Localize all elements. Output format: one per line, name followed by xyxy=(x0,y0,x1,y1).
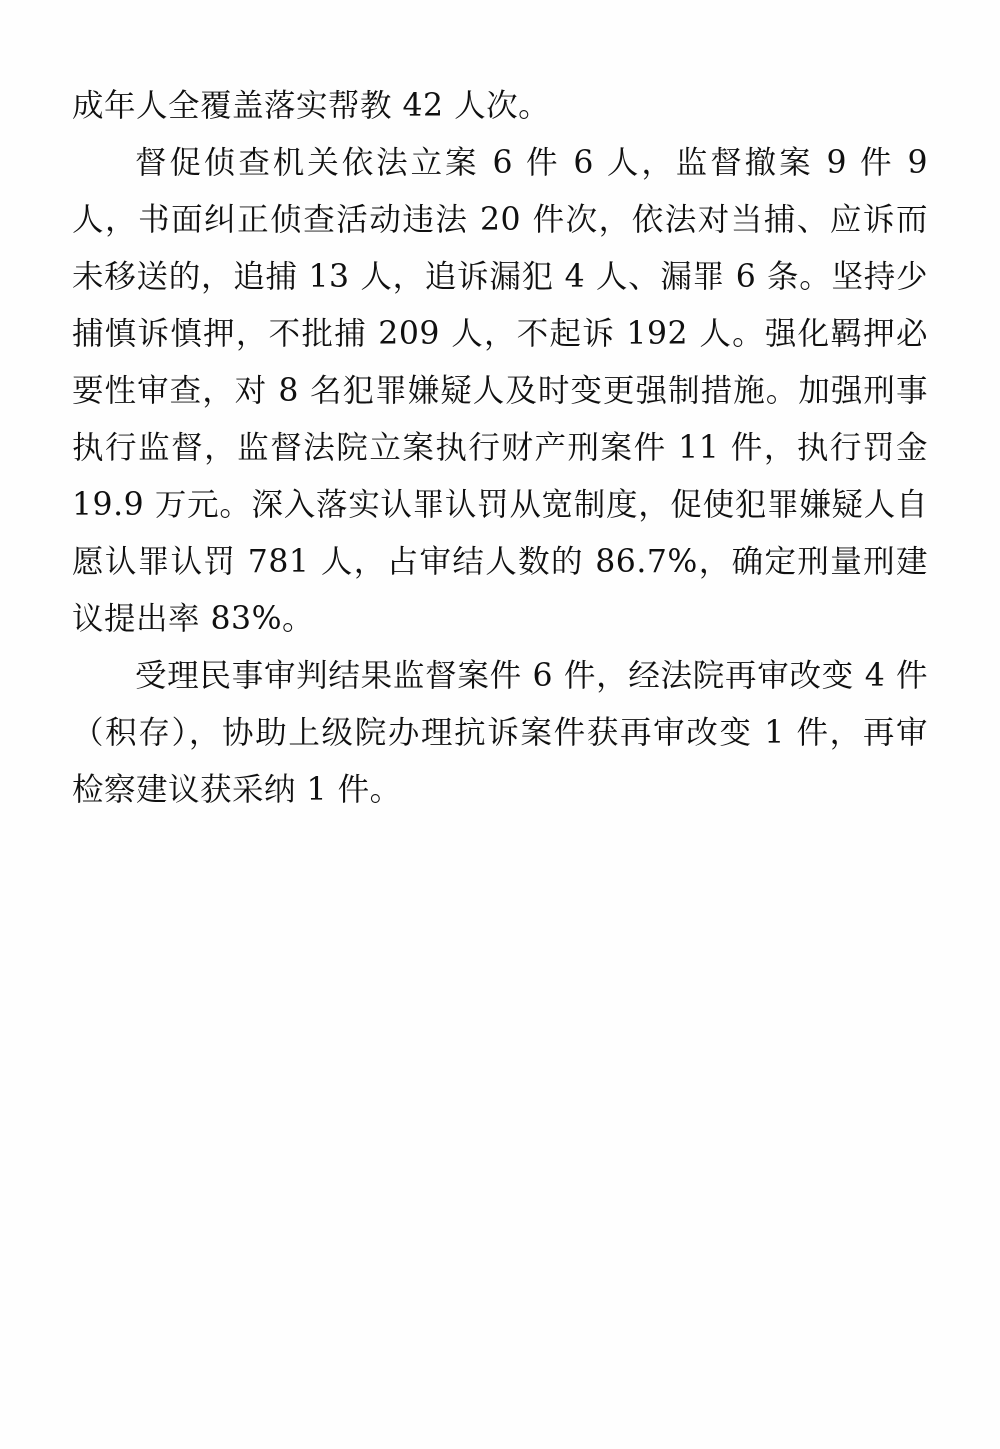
paragraph-2: 督促侦查机关依法立案 6 件 6 人，监督撤案 9 件 9 人，书面纠正侦查活动违法 20 件次，依法对当捕、应诉而未移送的，追捕 13 人，追诉漏犯 4 人、漏罪 6 条。坚持少捕慎诉慎押，不批捕 209 人，不起诉 192 人。强化羁押必要性审查，对 8 名犯罪嫌疑人及时变更强制措施。加强刑事执行监督，监督法院立案执行财产刑案件 11 件，执行罚金 19.9 万元。深入落实认罪认罚从宽制度，促使犯罪嫌疑人自愿认罪认罚 781 人，占审结人数的 86.7%，确定刑量刑建议提出率 83%。 xyxy=(72,145,928,637)
document-body xyxy=(72,78,928,819)
paragraph-3: 受理民事审判结果监督案件 6 件，经法院再审改变 4 件（积存），协助上级院办理抗诉案件获再审改变 1 件，再审检察建议获采纳 1 件。 xyxy=(72,658,928,808)
paragraph-1: 成年人全覆盖落实帮教 42 人次。 xyxy=(72,88,551,124)
